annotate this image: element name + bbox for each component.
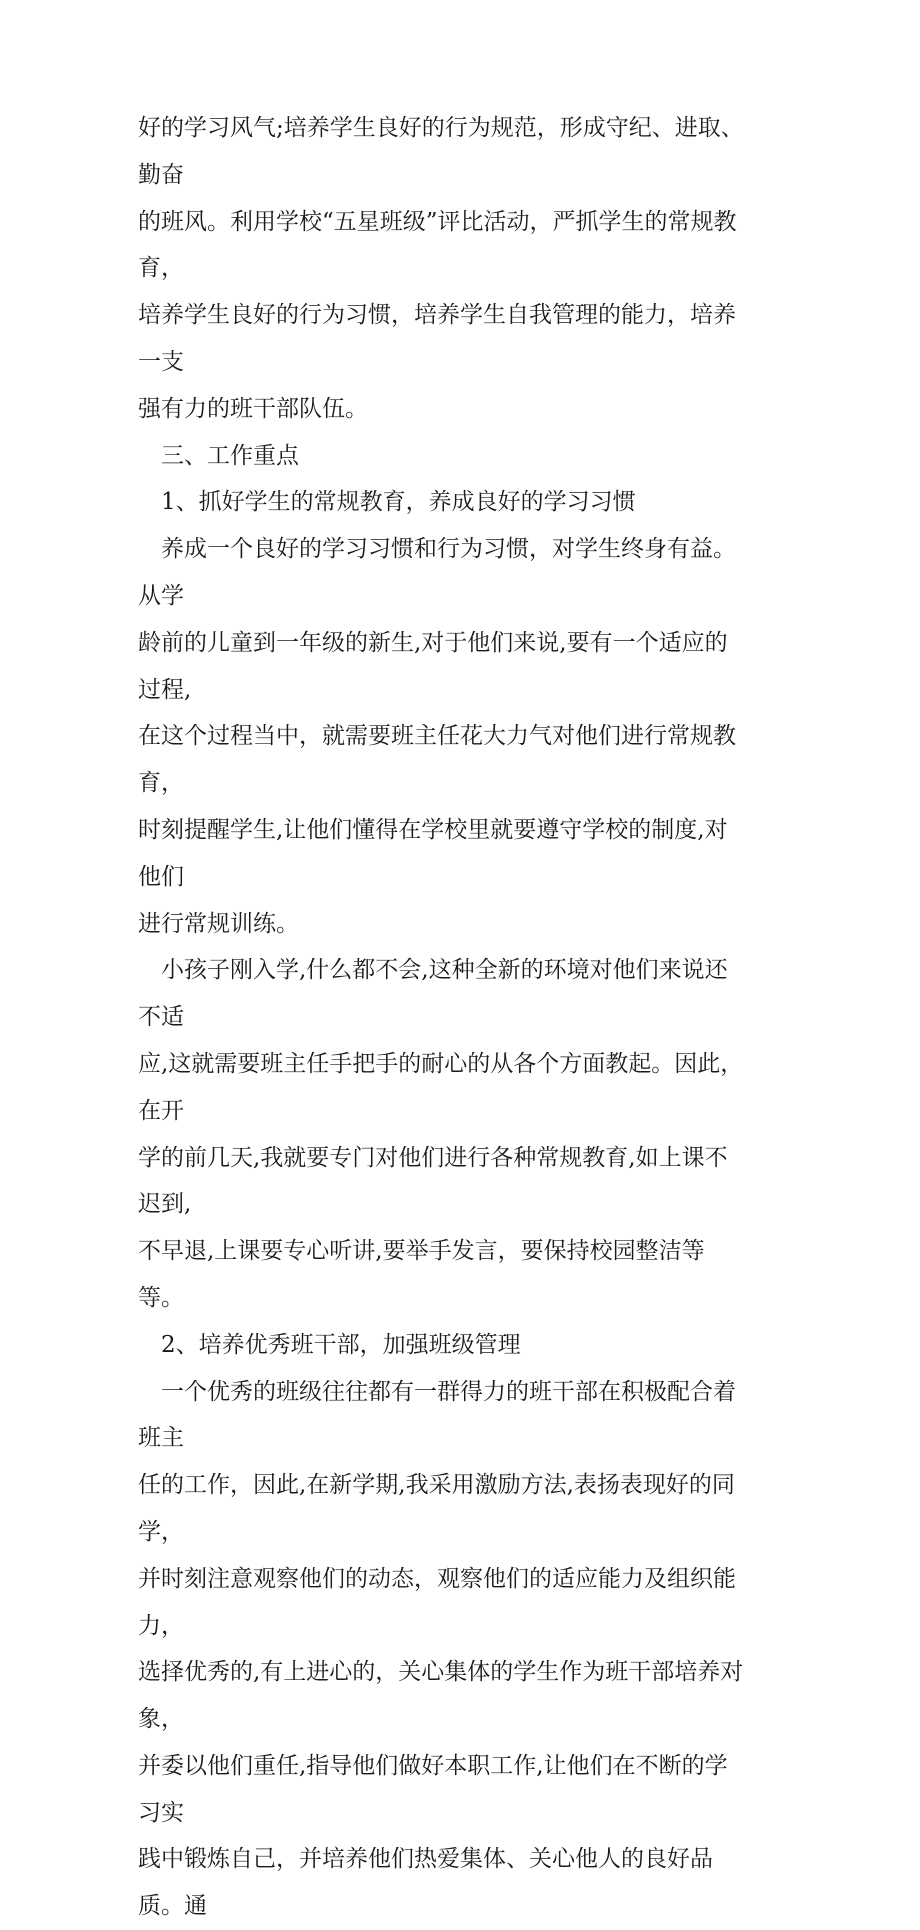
text-line: 任的工作，因此,在新学期,我采用激励方法,表扬表现好的同学， <box>138 1472 735 1545</box>
section-heading <box>138 1322 750 1369</box>
text-line: 2、培养优秀班干部，加强班级管理 <box>161 1331 521 1358</box>
text-line: 一个优秀的班级往往都有一群得力的班干部在积极配合着班主 <box>138 1378 736 1452</box>
text-line: 在这个过程当中，就需要班主任花大力气对他们进行常规教育， <box>138 723 736 797</box>
section-heading <box>138 433 750 480</box>
text-line: 时刻提醒学生,让他们懂得在学校里就要遵守学校的制度,对他们 <box>138 816 728 890</box>
text-line: 小孩子刚入学,什么都不会,这种全新的环境对他们来说还不适 <box>138 957 728 1031</box>
text-line: 培养学生良好的行为习惯，培养学生自我管理的能力，培养一支 <box>138 302 736 375</box>
text-line: 选择优秀的,有上进心的，关心集体的学生作为班干部培养对象， <box>138 1659 744 1733</box>
text-line: 养成一个良好的学习习惯和行为习惯，对学生终身有益。从学 <box>138 536 736 609</box>
body-paragraph <box>138 947 750 1321</box>
text-line: 龄前的儿童到一年级的新生,对于他们来说,要有一个适应的过程, <box>138 629 728 703</box>
text-line: 学的前几天,我就要专门对他们进行各种常规教育,如上课不迟到, <box>138 1144 728 1218</box>
text-line: 1、抓好学生的常规教育，养成良好的学习习惯 <box>161 489 636 516</box>
text-line: 并时刻注意观察他们的动态，观察他们的适应能力及组织能力， <box>138 1565 736 1639</box>
body-paragraph <box>138 526 750 947</box>
text-line: 并委以他们重任,指导他们做好本职工作,让他们在不断的学习实 <box>138 1752 728 1826</box>
text-line: 应,这就需要班主任手把手的耐心的从各个方面教起。因此，在开 <box>138 1050 744 1124</box>
text-line: 进行常规训练。 <box>138 910 299 937</box>
text-line: 不早退,上课要专心听讲,要举手发言，要保持校园整洁等等。 <box>138 1238 705 1311</box>
body-paragraph <box>138 1369 750 1930</box>
body-paragraph <box>138 105 750 433</box>
text-line: 好的学习风气;培养学生良好的行为规范，形成守纪、进取、勤奋 <box>138 115 744 188</box>
document-body <box>138 105 750 1930</box>
text-line: 的班风。利用学校“五星班级”评比活动，严抓学生的常规教育， <box>138 208 737 282</box>
text-line: 强有力的班干部队伍。 <box>138 395 368 422</box>
text-line: 三、工作重点 <box>161 442 299 469</box>
text-line: 践中锻炼自己，并培养他们热爱集体、关心他人的良好品质。通 <box>138 1846 713 1920</box>
section-heading <box>138 479 750 526</box>
